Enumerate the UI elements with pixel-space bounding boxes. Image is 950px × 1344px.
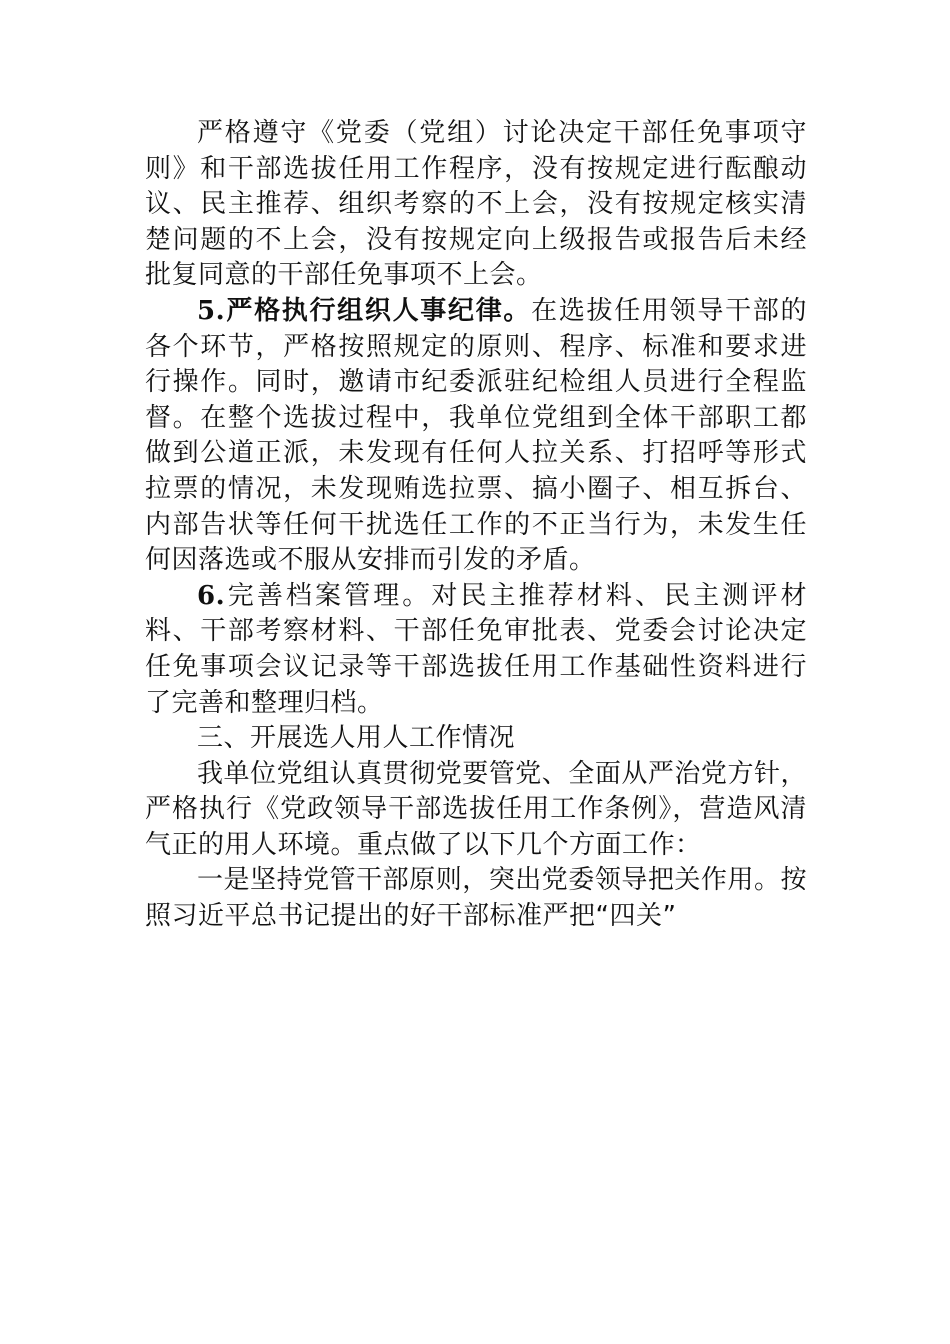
section-number: 6. [197,580,226,611]
section-number: 5. [197,295,226,326]
section-heading: 严格执行组织人事纪律。 [225,295,532,326]
paragraph-archive-management [145,579,807,721]
paragraph-party-leadership-principle: 一是坚持党管干部原则，突出党委领导把关作用。按照习近平总书记提出的好干部标准严把“四关” [145,865,807,932]
document-page [145,116,807,935]
paragraph-cadre-appointment-rules: 严格遵守《党委（党组）讨论决定干部任免事项守则》和干部选拔任用工作程序，没有按规定进行酝酿动议、民主推荐、组织考察的不上会，没有按规定核实清楚问题的不上会，没有按规定向上级报告或报告后未经批复同意的干部任免事项不上会。 [145,118,807,291]
section-body: 完善档案管理。对民主推荐材料、民主测评材料、干部考察材料、干部任免审批表、党委会讨论决定任免事项会议记录等干部选拔任用工作基础性资料进行了完善和整理归档。 [145,580,807,718]
paragraph-party-group-policy: 我单位党组认真贯彻党要管党、全面从严治党方针，严格执行《党政领导干部选拔任用工作条例》，营造风清气正的用人环境。重点做了以下几个方面工作： [145,758,807,860]
paragraph-personnel-discipline [145,294,807,579]
section-body: 在选拔任用领导干部的各个环节，严格按照规定的原则、程序、标准和要求进行操作。同时，邀请市纪委派驻纪检组人员进行全程监督。在整个选拔过程中，我单位党组到全体干部职工都做到公道正派，未发现有任何人拉关系、打招呼等形式拉票的情况，未发现贿选拉票、搞小圈子、相互拆台、内部告状等任何干扰选任工作的不正当行为，未发生任何因落选或不服从安排而引发的矛盾。 [145,295,807,576]
section-title-selection-work: 三、开展选人用人工作情况 [197,723,516,754]
